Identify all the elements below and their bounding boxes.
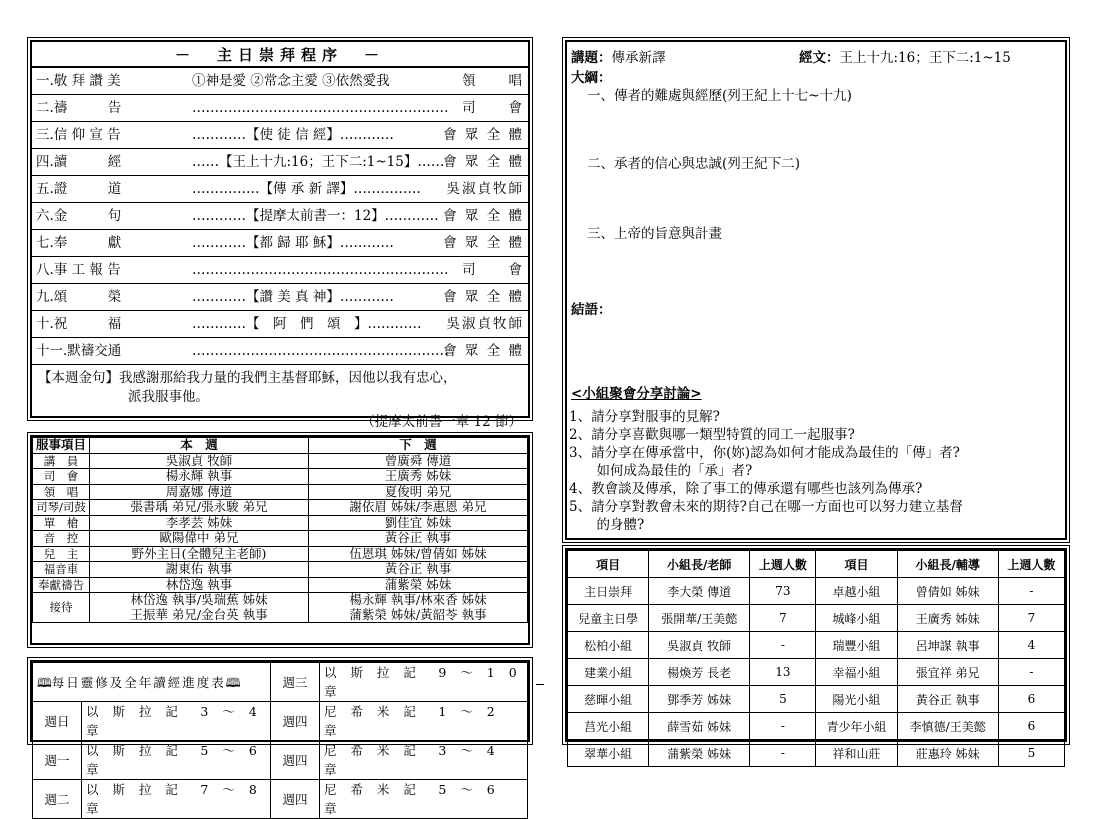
reading-day: 週四 xyxy=(270,741,319,780)
reading-day: 週一 xyxy=(33,741,82,780)
roster-this-week: 野外主日(全體兒主老師) xyxy=(90,546,309,562)
worship-item-role: 會 眾 全 體 xyxy=(443,343,524,359)
group-cell: 5 xyxy=(750,686,816,713)
worship-item-label: 五.證 道 xyxy=(36,181,122,197)
worship-item-content: ………………………………………………… xyxy=(192,262,449,278)
groups-header-cell: 上週人數 xyxy=(998,551,1064,578)
group-cell: 慈暉小組 xyxy=(568,686,649,713)
group-cell: 4 xyxy=(998,632,1064,659)
sermon-point-1: 一、傳者的難處與經歷(列王紀上十七~十九) xyxy=(587,88,852,104)
weekly-verse-reference: （提摩太前書一章 12 節） xyxy=(361,414,522,430)
worship-item-label: 八.事 工 報 告 xyxy=(36,262,121,278)
book-icon: 🕮 xyxy=(225,674,241,690)
worship-item-label: 十.祝 福 xyxy=(36,316,122,332)
roster-header-next-week: 下 週 xyxy=(309,438,528,454)
sermon-point-2: 二、承者的信心與忠誠(列王紀下二) xyxy=(587,156,801,172)
roster-this-week: 謝東佑 執事 xyxy=(90,562,309,578)
reading-title-cell xyxy=(33,663,271,702)
roster-row-reception xyxy=(33,593,528,623)
group-cell: 13 xyxy=(750,659,816,686)
reading-book: 以 斯 拉 記 5 ～ 6 章 xyxy=(82,741,271,780)
roster-item: 接待 xyxy=(33,593,90,623)
groups-header-cell: 項目 xyxy=(816,551,897,578)
group-cell: 莊惠玲 姊妹 xyxy=(897,740,998,767)
roster-item: 兒 主 xyxy=(33,546,90,562)
group-row xyxy=(568,713,1065,740)
groups-header-cell: 項目 xyxy=(568,551,649,578)
discussion-question: 的身體? xyxy=(583,517,645,533)
roster-item: 講 員 xyxy=(33,453,90,469)
reading-book: 以 斯 拉 記 7 ～ 8 章 xyxy=(82,780,271,819)
worship-item-content: …………【提摩太前書一：12】………… xyxy=(192,208,439,224)
discussion-question: 4、教會談及傳承，除了事工的傳承還有哪些也該列為傳承? xyxy=(569,481,923,497)
margin-tick xyxy=(536,684,544,685)
worship-item-content: …………【都 歸 耶 穌】………… xyxy=(192,235,394,251)
roster-item: 福音車 xyxy=(33,562,90,578)
roster-reception-this-week xyxy=(90,593,309,623)
roster-row xyxy=(33,531,528,547)
reading-day: 週三 xyxy=(270,663,319,702)
worship-item-label: 三.信 仰 宣 告 xyxy=(36,127,121,143)
reading-book: 尼 希 米 記 1 ～ 2 章 xyxy=(319,702,527,741)
group-cell: 主日崇拜 xyxy=(568,578,649,605)
roster-row xyxy=(33,469,528,485)
group-cell: 楊煥芳 長老 xyxy=(649,659,750,686)
roster-next-week: 劉佳宜 姊妹 xyxy=(309,515,528,531)
worship-item-content: …………【讚 美 真 神】………… xyxy=(192,289,394,305)
worship-item-role: 會 眾 全 體 xyxy=(443,289,524,305)
group-cell: 陽光小組 xyxy=(816,686,897,713)
worship-item-label: 二.禱 告 xyxy=(36,100,122,116)
reading-plan-panel xyxy=(30,660,530,816)
group-cell: - xyxy=(750,713,816,740)
group-cell: 曾倩如 姊妹 xyxy=(897,578,998,605)
group-cell: - xyxy=(998,578,1064,605)
worship-item-label: 六.金 句 xyxy=(36,208,122,224)
reading-row xyxy=(33,702,528,741)
sermon-scripture-label: 經文： xyxy=(799,50,840,66)
discussion-question: 5、請分享對教會未來的期待?自己在哪一方面也可以努力建立基督 xyxy=(569,499,963,515)
service-roster-panel xyxy=(30,435,530,645)
weekly-verse xyxy=(32,365,528,436)
reception-name-line: 王振華 弟兄/金台英 執事 xyxy=(130,606,268,622)
roster-item: 音 控 xyxy=(33,531,90,547)
worship-order-item xyxy=(32,230,528,257)
roster-row xyxy=(33,562,528,578)
group-cell: 73 xyxy=(750,578,816,605)
sermon-topic xyxy=(571,46,666,66)
worship-item-role: 會 眾 全 體 xyxy=(443,127,524,143)
group-cell: 6 xyxy=(998,686,1064,713)
worship-item-content: ………………………………………………… xyxy=(192,343,449,359)
group-cell: 卓越小組 xyxy=(816,578,897,605)
group-cell: 吳淑貞 牧師 xyxy=(649,632,750,659)
roster-this-week: 張書瑀 弟兄/張永駿 弟兄 xyxy=(90,500,309,516)
worship-order-item xyxy=(32,68,528,95)
small-groups-table xyxy=(567,550,1065,767)
group-row xyxy=(568,632,1065,659)
worship-item-label: 七.奉 獻 xyxy=(36,235,122,251)
roster-next-week: 曾廣舜 傳道 xyxy=(309,453,528,469)
group-cell: 5 xyxy=(998,740,1064,767)
reception-name-line: 林岱逸 執事/吳瑞蕉 姊妹 xyxy=(130,592,268,607)
worship-order-title: － 主日崇拜程序 － xyxy=(32,42,528,68)
reading-plan-body xyxy=(33,663,528,819)
sermon-point-3: 三、上帝的旨意與計畫 xyxy=(587,226,722,242)
group-cell: 幸福小組 xyxy=(816,659,897,686)
roster-next-week: 伍恩琪 姊妹/曾倩如 姊妹 xyxy=(309,546,528,562)
groups-header-cell: 上週人數 xyxy=(750,551,816,578)
sermon-outline-label: 大綱： xyxy=(571,70,612,86)
sermon-topic-value: 傳承新譯 xyxy=(611,50,666,66)
group-cell: 建業小組 xyxy=(568,659,649,686)
discussion-question: 3、請分享在傳承當中，你(妳)認為如何才能成為最佳的「傳」者? xyxy=(569,445,960,461)
group-cell: 城峰小組 xyxy=(816,605,897,632)
worship-order-panel xyxy=(30,40,530,430)
discussion-question: 1、請分享對服事的見解? xyxy=(569,409,720,425)
worship-order-item xyxy=(32,149,528,176)
group-cell: 李大榮 傳道 xyxy=(649,578,750,605)
groups-header-cell: 小組長/老師 xyxy=(649,551,750,578)
roster-row xyxy=(33,500,528,516)
reception-name-line: 楊永輝 執事/林來香 姊妹 xyxy=(349,592,487,607)
roster-next-week: 王廣秀 姊妹 xyxy=(309,469,528,485)
worship-item-content: ①神是愛 ②常念主愛 ③依然愛我 xyxy=(192,73,390,89)
roster-next-week: 夏俊明 弟兄 xyxy=(309,484,528,500)
worship-item-content: …………【使 徒 信 經】………… xyxy=(192,127,394,143)
small-groups-panel xyxy=(565,548,1067,761)
reading-book: 以 斯 拉 記 3 ～ 4 章 xyxy=(82,702,271,741)
worship-order-item xyxy=(32,284,528,311)
reading-book: 尼 希 米 記 3 ～ 4 章 xyxy=(319,741,527,780)
roster-next-week: 謝依眉 姊妹/李惠恩 弟兄 xyxy=(309,500,528,516)
group-row xyxy=(568,605,1065,632)
worship-item-label: 四.讀 經 xyxy=(36,154,122,170)
group-cell: 祥和山莊 xyxy=(816,740,897,767)
group-cell: 瑞豐小組 xyxy=(816,632,897,659)
reading-book: 以 斯 拉 記 9 ～ 1 0 章 xyxy=(319,663,527,702)
roster-next-week: 蒲紫榮 姊妹 xyxy=(309,577,528,593)
group-cell: - xyxy=(750,632,816,659)
worship-item-label: 九.頌 榮 xyxy=(36,289,122,305)
group-cell: 鄧季芳 姊妹 xyxy=(649,686,750,713)
roster-this-week: 周嘉娜 傳道 xyxy=(90,484,309,500)
group-row xyxy=(568,578,1065,605)
group-cell: - xyxy=(750,740,816,767)
group-cell: 張開華/王美懿 xyxy=(649,605,750,632)
roster-body xyxy=(33,453,528,623)
worship-item-content: ……【王上十九:16；王下二:1~15】…… xyxy=(192,154,445,170)
sermon-scripture xyxy=(799,46,1011,66)
roster-this-week: 楊永輝 執事 xyxy=(90,469,309,485)
roster-reception-next-week xyxy=(309,593,528,623)
roster-this-week: 吳淑貞 牧師 xyxy=(90,453,309,469)
group-row xyxy=(568,740,1065,767)
group-row xyxy=(568,659,1065,686)
roster-header-item: 服事項目 xyxy=(33,438,90,454)
reading-row xyxy=(33,663,528,702)
worship-order-item xyxy=(32,338,528,365)
worship-order-item xyxy=(32,122,528,149)
service-roster-table xyxy=(32,437,528,623)
group-cell: 翠華小組 xyxy=(568,740,649,767)
reading-row xyxy=(33,780,528,819)
discussion-questions xyxy=(569,408,1061,534)
reading-title: 每日靈修及全年讀經進度表 xyxy=(51,674,226,690)
reading-plan-table xyxy=(32,662,528,819)
sermon-notes-panel xyxy=(565,40,1067,540)
worship-order-item xyxy=(32,311,528,338)
group-cell: 7 xyxy=(750,605,816,632)
worship-item-content: …………【 阿 們 頌 】………… xyxy=(192,316,422,332)
reception-name-line: 蒲紫榮 姊妹/黃韶苓 執事 xyxy=(349,606,487,622)
roster-row xyxy=(33,453,528,469)
group-cell: 黃谷正 執事 xyxy=(897,686,998,713)
group-cell: 莒光小組 xyxy=(568,713,649,740)
worship-item-role: 司 會 xyxy=(462,100,524,116)
worship-item-role: 會 眾 全 體 xyxy=(443,154,524,170)
group-cell: 6 xyxy=(998,713,1064,740)
roster-row xyxy=(33,515,528,531)
roster-this-week: 歐陽偉中 弟兄 xyxy=(90,531,309,547)
sermon-conclusion-label: 結語： xyxy=(571,302,612,318)
weekly-verse-line-1: 【本週金句】我感謝那給我力量的我們主基督耶穌，因他以我有忠心， xyxy=(38,370,457,386)
worship-item-role: 會 眾 全 體 xyxy=(443,208,524,224)
discussion-question: 如何成為最佳的「承」者? xyxy=(583,463,753,479)
weekly-verse-line-2: 派我服事他。 xyxy=(128,389,209,405)
group-cell: 蒲紫榮 姊妹 xyxy=(649,740,750,767)
worship-order-item xyxy=(32,257,528,284)
roster-this-week: 李孝芸 姊妹 xyxy=(90,515,309,531)
group-cell: - xyxy=(998,659,1064,686)
worship-item-role: 領 唱 xyxy=(462,73,524,89)
book-icon: 🕮 xyxy=(37,674,52,690)
group-cell: 7 xyxy=(998,605,1064,632)
discussion-question: 2、請分享喜歡與哪一類型特質的同工一起服事? xyxy=(569,427,855,443)
group-cell: 松柏小組 xyxy=(568,632,649,659)
reading-row xyxy=(33,741,528,780)
worship-item-role: 吳淑貞牧師 xyxy=(446,316,524,332)
worship-order-list xyxy=(32,68,528,365)
reading-book: 尼 希 米 記 5 ～ 6 章 xyxy=(319,780,527,819)
reading-day: 週日 xyxy=(33,702,82,741)
worship-item-role: 司 會 xyxy=(462,262,524,278)
group-cell: 王廣秀 姊妹 xyxy=(897,605,998,632)
worship-order-item xyxy=(32,176,528,203)
roster-item: 司琴/司鼓 xyxy=(33,500,90,516)
worship-order-item xyxy=(32,95,528,122)
worship-item-label: 一.敬 拜 讚 美 xyxy=(36,73,121,89)
group-cell: 薛雪茹 姊妹 xyxy=(649,713,750,740)
discussion-title: <小組聚會分享討論> xyxy=(571,386,702,402)
roster-item: 奉獻禱告 xyxy=(33,577,90,593)
reading-day: 週二 xyxy=(33,780,82,819)
roster-next-week: 黃谷正 執事 xyxy=(309,562,528,578)
groups-header-row xyxy=(568,551,1065,578)
roster-item: 領 唱 xyxy=(33,484,90,500)
worship-item-role: 會 眾 全 體 xyxy=(443,235,524,251)
sermon-topic-label: 講題： xyxy=(571,50,612,66)
reading-day: 週四 xyxy=(270,702,319,741)
group-row xyxy=(568,686,1065,713)
worship-item-role: 吳淑貞牧師 xyxy=(446,181,524,197)
groups-header-cell: 小組長/輔導 xyxy=(897,551,998,578)
worship-order-item xyxy=(32,203,528,230)
roster-next-week: 黃谷正 執事 xyxy=(309,531,528,547)
group-cell: 青少年小組 xyxy=(816,713,897,740)
groups-body xyxy=(568,578,1065,767)
group-cell: 兒童主日學 xyxy=(568,605,649,632)
worship-item-content: ………………………………………………… xyxy=(192,100,449,116)
sermon-scripture-value: 王上十九:16；王下二:1~15 xyxy=(839,50,1011,66)
roster-row xyxy=(33,546,528,562)
worship-item-content: ……………【傳 承 新 譯】…………… xyxy=(192,181,421,197)
group-cell: 李慎德/王美懿 xyxy=(897,713,998,740)
roster-row xyxy=(33,484,528,500)
reading-day: 週四 xyxy=(270,780,319,819)
roster-item: 單 槍 xyxy=(33,515,90,531)
roster-item: 司 會 xyxy=(33,469,90,485)
group-cell: 呂坤謀 執事 xyxy=(897,632,998,659)
roster-this-week: 林岱逸 執事 xyxy=(90,577,309,593)
roster-header-this-week: 本 週 xyxy=(90,438,309,454)
roster-row xyxy=(33,577,528,593)
group-cell: 張宜祥 弟兄 xyxy=(897,659,998,686)
worship-item-label: 十一.默禱交通 xyxy=(36,343,122,359)
roster-header-row xyxy=(33,438,528,454)
